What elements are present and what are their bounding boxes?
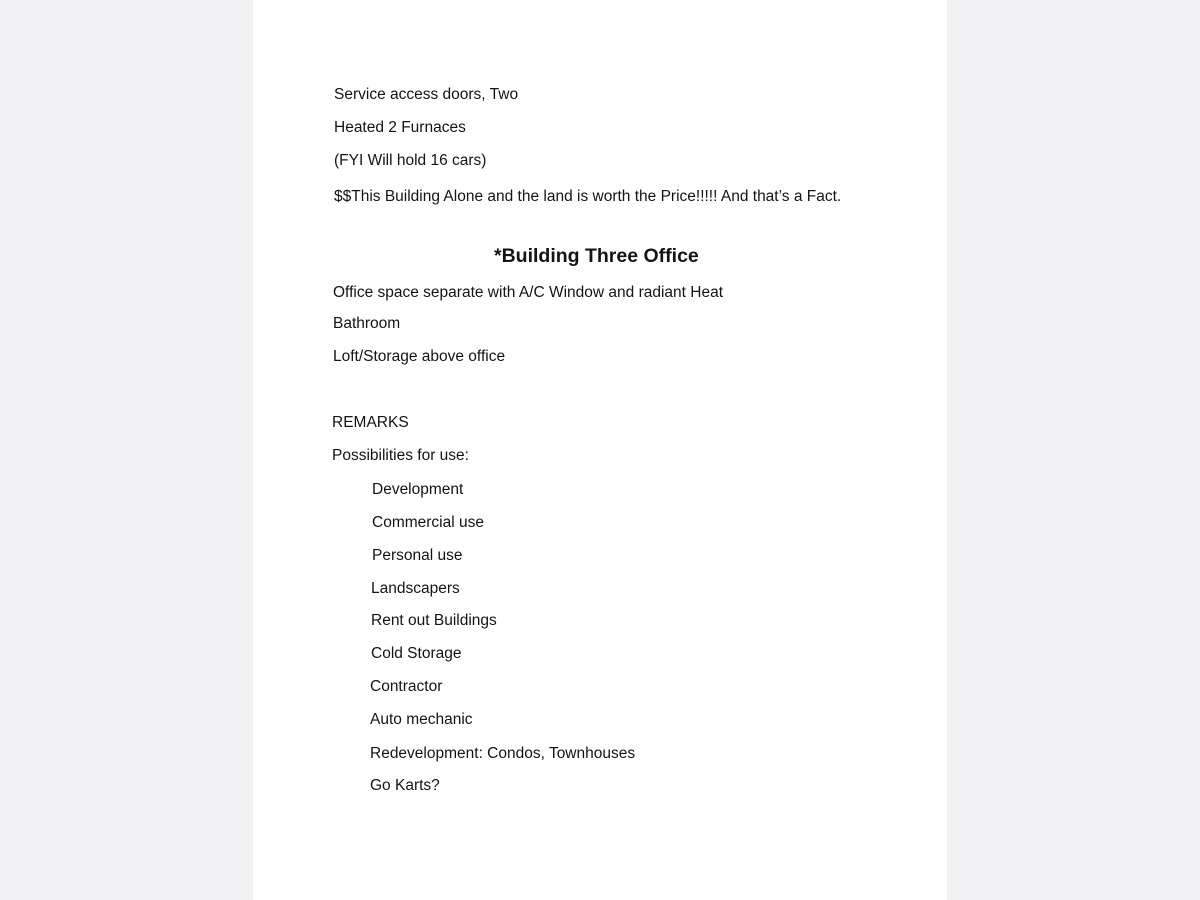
use-item: Auto mechanic xyxy=(370,711,473,728)
use-item: Landscapers xyxy=(371,580,460,597)
detail-furnaces: Heated 2 Furnaces xyxy=(334,119,466,136)
remarks-heading: REMARKS xyxy=(332,414,409,431)
loft-storage-item: Loft/Storage above office xyxy=(333,348,506,365)
use-item: Contractor xyxy=(370,678,443,695)
use-item: Redevelopment: Condos, Townhouses xyxy=(370,745,636,762)
use-item: Go Karts? xyxy=(370,777,440,794)
bathroom-item: Bathroom xyxy=(333,315,401,332)
use-item: Commercial use xyxy=(372,514,484,531)
office-space-item: Office space separate with A/C Window and radiant Heat xyxy=(333,284,724,301)
price-note: $$This Building Alone and the land is worth the Price!!!!! And that’s a Fact. xyxy=(334,188,842,205)
use-item: Personal use xyxy=(372,547,463,564)
detail-capacity: (FYI Will hold 16 cars) xyxy=(334,152,487,169)
use-item: Cold Storage xyxy=(371,645,462,662)
detail-service-doors: Service access doors, Two xyxy=(334,86,519,103)
use-item: Rent out Buildings xyxy=(371,612,497,629)
use-item: Development xyxy=(372,481,464,498)
possibilities-intro: Possibilities for use: xyxy=(332,447,469,464)
document-page xyxy=(253,0,947,900)
building-three-heading: *Building Three Office xyxy=(494,245,699,267)
